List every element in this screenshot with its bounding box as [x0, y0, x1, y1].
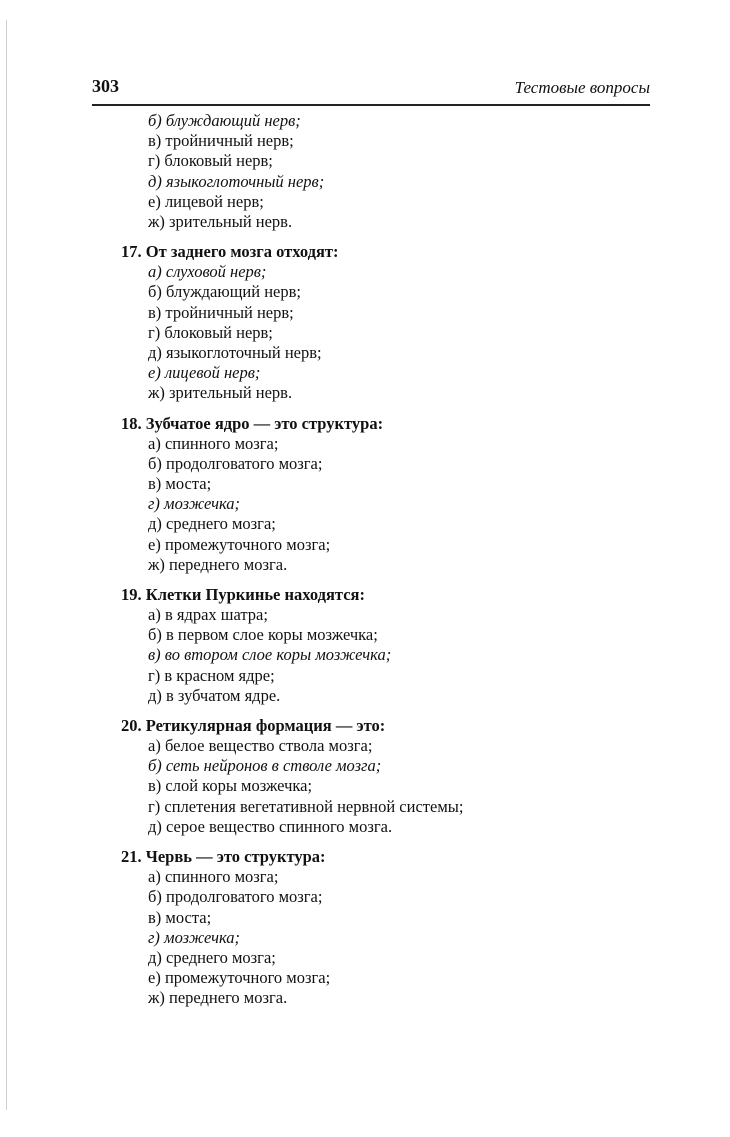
question-block [0, 111, 730, 232]
answer-option: а) белое вещество ствола мозга; [148, 736, 373, 756]
question-block [0, 716, 730, 837]
page-header [92, 74, 650, 106]
question-text: 20. Ретикулярная формация — это: [121, 716, 386, 736]
answer-option: в) слой коры мозжечка; [148, 776, 313, 796]
answer-option: г) в красном ядре; [148, 665, 275, 685]
question-text: 17. От заднего мозга отходят: [121, 242, 339, 262]
answer-option: ж) переднего мозга. [148, 988, 288, 1008]
answer-option: д) серое вещество спинного мозга. [148, 816, 393, 836]
answer-option: д) языкоглоточный нерв; [148, 343, 322, 363]
question-block [0, 585, 730, 706]
answer-option-correct: а) слуховой нерв; [148, 262, 267, 282]
answer-option: ж) зрительный нерв. [148, 212, 293, 232]
questions-list [0, 111, 730, 1019]
answer-option-correct: е) лицевой нерв; [148, 363, 261, 383]
answer-option: ж) зрительный нерв. [148, 383, 293, 403]
answer-option: г) блоковый нерв; [148, 322, 273, 342]
answer-option: а) в ядрах шатра; [148, 605, 268, 625]
answer-option: д) среднего мозга; [148, 947, 276, 967]
answer-option: д) среднего мозга; [148, 514, 276, 534]
answer-option-correct: в) во втором слое коры мозжечка; [148, 645, 392, 665]
answer-option-correct: б) сеть нейронов в стволе мозга; [148, 756, 382, 776]
answer-option: б) блуждающий нерв; [148, 282, 301, 302]
answer-option-correct: г) мозжечка; [148, 927, 240, 947]
answer-option: в) моста; [148, 474, 212, 494]
answer-option: ж) переднего мозга. [148, 554, 288, 574]
question-text: 21. Червь — это структура: [121, 847, 326, 867]
answer-option: б) в первом слое коры мозжечка; [148, 625, 378, 645]
answer-option-correct: г) мозжечка; [148, 494, 240, 514]
answer-option: е) промежуточного мозга; [148, 534, 331, 554]
answer-option: г) сплетения вегетативной нервной системы; [148, 796, 464, 816]
answer-option: а) спинного мозга; [148, 867, 279, 887]
question-block [0, 847, 730, 1008]
answer-option-correct: д) языкоглоточный нерв; [148, 171, 325, 191]
question-block [0, 242, 730, 403]
answer-option: в) тройничный нерв; [148, 131, 294, 151]
page-number: 303 [92, 76, 119, 96]
answer-option-correct: б) блуждающий нерв; [148, 111, 301, 130]
answer-option: е) промежуточного мозга; [148, 968, 331, 988]
question-text: 18. Зубчатое ядро — это структура: [121, 413, 384, 433]
answer-option: е) лицевой нерв; [148, 191, 264, 211]
answer-option: в) тройничный нерв; [148, 302, 294, 322]
answer-option: а) спинного мозга; [148, 433, 279, 453]
answer-option: г) блоковый нерв; [148, 151, 273, 171]
answer-option: д) в зубчатом ядре. [148, 685, 281, 705]
answer-option: б) продолговатого мозга; [148, 453, 323, 473]
answer-option: б) продолговатого мозга; [148, 887, 323, 907]
answer-option: в) моста; [148, 907, 212, 927]
question-text: 19. Клетки Пуркинье находятся: [121, 585, 365, 605]
question-block [0, 414, 730, 575]
running-head: Тестовые вопросы [514, 78, 650, 97]
